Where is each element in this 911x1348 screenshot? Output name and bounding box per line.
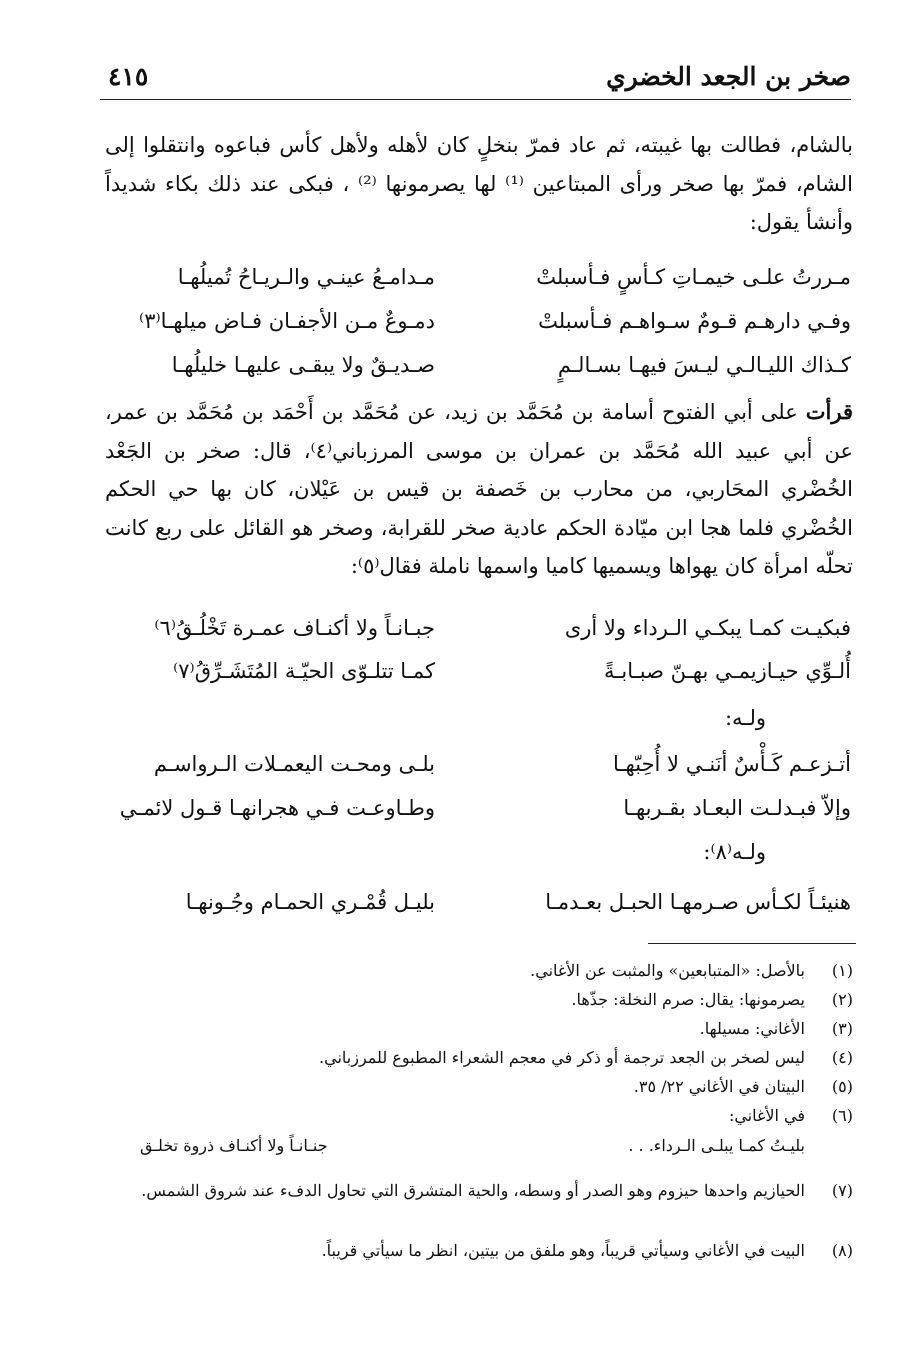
footnote [100, 1103, 853, 1159]
footnote [100, 987, 853, 1013]
hemistich-second: صـديـقٌ ولا يبقـى عليهـا خليلُهـا [171, 353, 435, 377]
footnote [100, 958, 853, 984]
verse-line [105, 792, 851, 830]
footnote [100, 1238, 853, 1264]
footnote-text: الأغاني: مسيلها. [699, 1019, 805, 1038]
footnote-number: (٧) [831, 1181, 853, 1200]
paragraph-2-text: على أبي الفتوح أسامة بن مُحَمَّد بن زيد، عن مُحَمَّد بن أَحْمَد بن مُحَمَّد بن عمر، عن أبي عبيد الله مُحَمَّد بن عمران بن موسى المرزباني⁽٤⁾، قال: صخر بن الجَعْد الخُضْري المحَاربي، من محارب بن خَصفة بن قيس بن عَيْلان، كان بها حي الحكم الخُضْري فلما هجا ابن ميّادة الحكم عادية صخر للقرابة، وصخر هو القائل على ربع كانت تحلّه امرأة كان يهواها ويسميها كاميا واسمها ناملة فقال⁽٥⁾: [105, 400, 853, 578]
footnote-text: البيت في الأغاني وسيأتي قريباً، وهو ملفق من بيتين، انظر ما سيأتي قريباً. [321, 1241, 805, 1260]
footnote-text: بالأصل: «المتبابعين» والمثبت عن الأغاني. [530, 961, 805, 980]
hemistich-first: وإلاّ فبـدلـت البعـاد بقـربهـا [623, 796, 851, 820]
footnote-number: (١) [831, 961, 853, 980]
footnote-text: يصرمونها: يقال: صرم النخلة: جذّها. [571, 990, 805, 1009]
verse-line [105, 349, 851, 387]
footnote-number: (٥) [831, 1077, 853, 1096]
footnote [100, 1016, 853, 1042]
verse-line [105, 655, 851, 693]
verse-line [105, 305, 851, 343]
footnote [100, 1074, 853, 1100]
hemistich-second: بليـل قُمْـري الحمـام وجُـونهـا [185, 890, 435, 914]
footnote-text: الحيازيم واحدها حيزوم وهو الصدر أو وسطه، والحية المتشرق التي تحاول الدفء عند شروق الشمس. [141, 1181, 805, 1200]
verse-line [105, 261, 851, 299]
footnote-text: في الأغاني: [728, 1106, 805, 1125]
paragraph-1-text: بالشام، فطالت بها غيبته، ثم عاد فمرّ بنخلٍ كان لأهله ولأهل كأس فباعوه وانتقلوا إلى الشام، فمرّ بها صخر ورأى المبتاعين ⁽¹⁾ لها يصرمونها ⁽²⁾ ، فبكى عند ذلك بكاء شديداً وأنشأ يقول: [105, 133, 853, 234]
hemistich-first: أُلـوِّي حيـازيمـي بهـنّ صبـابـةً [604, 659, 851, 683]
footnote-text: ليس لصخر بن الجعد ترجمة أو ذكر في معجم الشعراء المطبوع للمرزباني. [319, 1048, 805, 1067]
hemistich-first: وفـي دارهـم قـومٌ سـواهـم فـأسبلتْ [538, 309, 851, 333]
page-number: ٤١٥ [108, 62, 149, 91]
hemistich-second: جبـانـاً ولا أكنـاف عمـرة تَخْلُـقُ⁽٦⁾ [154, 616, 435, 640]
poem-intro-label: ولـه⁽٨⁾: [703, 840, 766, 864]
paragraph-1 [105, 126, 853, 242]
footnote-text: البيتان في الأغاني ٢٢/ ٣٥. [633, 1077, 805, 1096]
header-rule [100, 99, 851, 100]
hemistich-first: كـذاك الليـالـي ليـسَ فيهـا بسـالـمٍ [557, 353, 851, 377]
hemistich-second: بلـى ومحـت اليعمـلات الـرواسـم [153, 752, 435, 776]
hemistich-second: وطـاوعـت فـي هجرانهـا قـول لائمـي [119, 796, 435, 820]
hemistich-second: مـدامـعُ عينـي والـريـاحُ تُميلُهـا [177, 265, 435, 289]
footnote [100, 1178, 853, 1204]
hemistich-second: كمـا تتلـوّى الحيّـة المُتَشَـرِّقُ⁽٧⁾ [173, 659, 435, 683]
verse-line [105, 748, 851, 786]
footnote-number: (٣) [831, 1019, 853, 1038]
footnote-verse-first: بليـتُ كمـا يبلـى الـرداء. . . [628, 1136, 805, 1155]
footnote-verse-second: جنـانـاً ولا أكنـاف ذروة تخلـق [140, 1136, 328, 1155]
verse-line [105, 886, 851, 924]
paragraph-2-lead: قرأت [805, 399, 853, 424]
hemistich-first: أتـزعـم كَـأْسٌ أنَنـي لا أُحِبّهـا [613, 752, 851, 776]
hemistich-second: دمـوعٌ مـن الأجفـان فـاض ميلهـا⁽٣⁾ [139, 309, 435, 333]
paragraph-2 [105, 393, 853, 586]
footnote [100, 1045, 853, 1071]
running-header [100, 60, 851, 100]
hemistich-first: فبكيـت كمـا يبكـي الـرداء ولا أرى [564, 616, 851, 640]
footnote-number: (٨) [831, 1241, 853, 1260]
footnote-number: (٤) [831, 1048, 853, 1067]
footnote-number: (٢) [831, 990, 853, 1009]
footnote-separator [648, 943, 856, 944]
footnote-number: (٦) [831, 1106, 853, 1125]
header-title: صخر بن الجعد الخضري [606, 62, 851, 91]
hemistich-first: هنيئـاً لكـأس صـرمهـا الحبـل بعـدمـا [545, 890, 851, 914]
footnote-verse [100, 1133, 805, 1159]
poem-intro-label: ولـه: [724, 706, 766, 730]
verse-line [105, 612, 851, 650]
hemistich-first: مـررتُ علـى خيمـاتِ كـأسٍ فـأسبلتْ [536, 265, 851, 289]
